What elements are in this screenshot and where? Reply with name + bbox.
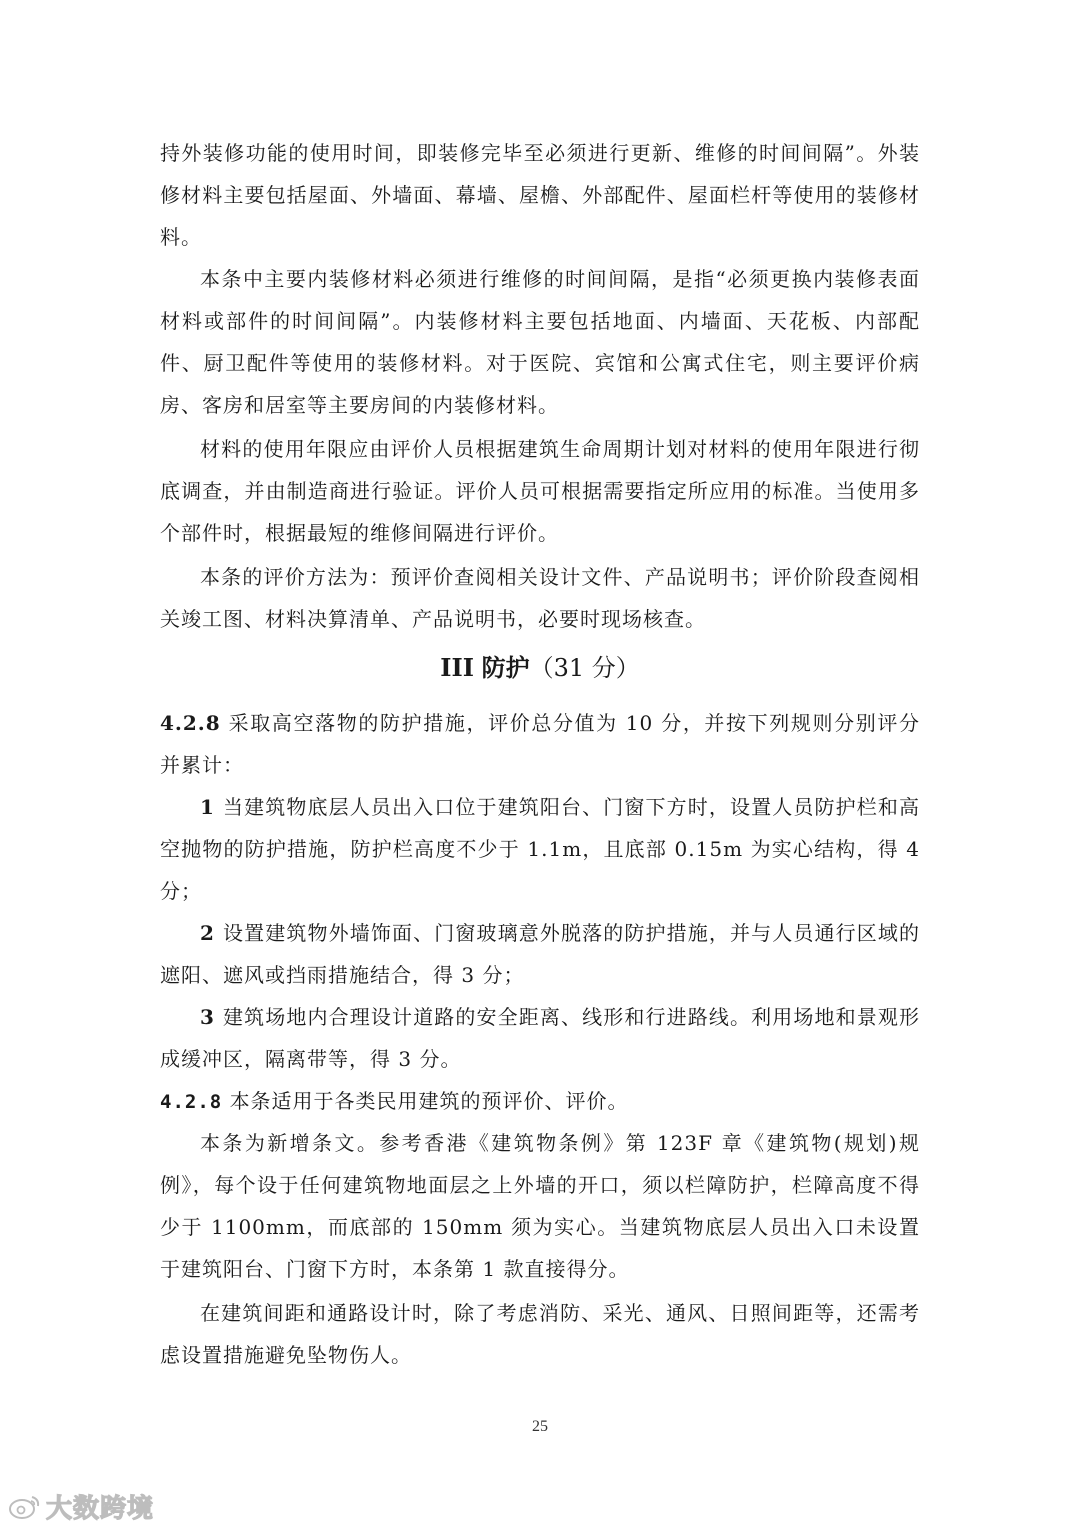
section-score: （31 分）: [529, 654, 640, 682]
item-number: 1: [200, 795, 215, 819]
item-text: 设置建筑物外墙饰面、门窗玻璃意外脱落的防护措施，并与人员通行区域的遮阳、遮风或挡雨措施结合，得 3 分；: [160, 921, 920, 987]
watermark: [8, 1488, 154, 1524]
explanation-4-2-8: [160, 1080, 920, 1123]
item-number: 3: [200, 1005, 215, 1029]
section-heading: [160, 650, 920, 686]
item-text: 当建筑物底层人员出入口位于建筑阳台、门窗下方时，设置人员防护栏和高空抛物的防护措施，防护栏高度不少于 1.1m，且底部 0.15m 为实心结构，得 4 分；: [160, 795, 920, 903]
paragraph-hong-kong-reference: 本条为新增条文。参考香港《建筑物条例》第 123F 章《建筑物(规划)规例》，每个设于任何建筑物地面层之上外墙的开口，须以栏障防护，栏障高度不得少于 1100mm，而底部的 150mm 须为实心。当建筑物底层人员出入口未设置于建筑阳台、门窗下方时，本条第 1 款直接得分。: [160, 1131, 920, 1281]
paragraph-interior-materials: 本条中主要内装修材料必须进行维修的时间间隔，是指“必须更换内装修表面材料或部件的时间间隔”。内装修材料主要包括地面、内墙面、天花板、内部配件、厨卫配件等使用的装修材料。对于医院、宾馆和公寓式住宅，则主要评价病房、客房和居室等主要房间的内装修材料。: [160, 267, 920, 417]
clause-text: 采取高空落物的防护措施，评价总分值为 10 分，并按下列规则分别评分并累计：: [160, 711, 920, 777]
paragraph-exterior-materials: 持外装修功能的使用时间，即装修完毕至必须进行更新、维修的时间间隔”。外装修材料主要包括屋面、外墙面、幕墙、屋檐、外部配件、屋面栏杆等使用的装修材料。: [160, 141, 920, 249]
paragraph-service-life: 材料的使用年限应由评价人员根据建筑生命周期计划对材料的使用年限进行彻底调查，并由制造商进行验证。评价人员可根据需要指定所应用的标准。当使用多个部件时，根据最短的维修间隔进行评价。: [160, 437, 920, 545]
explanation-text: 本条适用于各类民用建筑的预评价、评价。: [229, 1089, 629, 1113]
paragraph-evaluation-method: 本条的评价方法为：预评价查阅相关设计文件、产品说明书；评价阶段查阅相关竣工图、材料决算清单、产品说明书，必要时现场核查。: [160, 565, 920, 631]
watermark-text: 大数跨境: [46, 1493, 155, 1524]
item-text: 建筑场地内合理设计道路的安全距离、线形和行进路线。利用场地和景观形成缓冲区，隔离带等，得 3 分。: [160, 1005, 920, 1071]
page-number: 25: [532, 1418, 548, 1435]
clause-item-3: [160, 996, 920, 1080]
clause-4-2-8: [160, 702, 920, 786]
explanation-number: 4.2.8: [160, 1091, 223, 1113]
weibo-logo-icon: [8, 1491, 42, 1521]
clause-number: 4.2.8: [160, 711, 221, 735]
section-roman-numeral: III: [440, 653, 474, 682]
clause-item-2: [160, 912, 920, 996]
paragraph-spacing-design: 在建筑间距和通路设计时，除了考虑消防、采光、通风、日照间距等，还需考虑设置措施避免坠物伤人。: [160, 1301, 920, 1367]
clause-item-1: [160, 786, 920, 912]
item-number: 2: [200, 921, 215, 945]
section-title: 防护: [481, 653, 530, 682]
